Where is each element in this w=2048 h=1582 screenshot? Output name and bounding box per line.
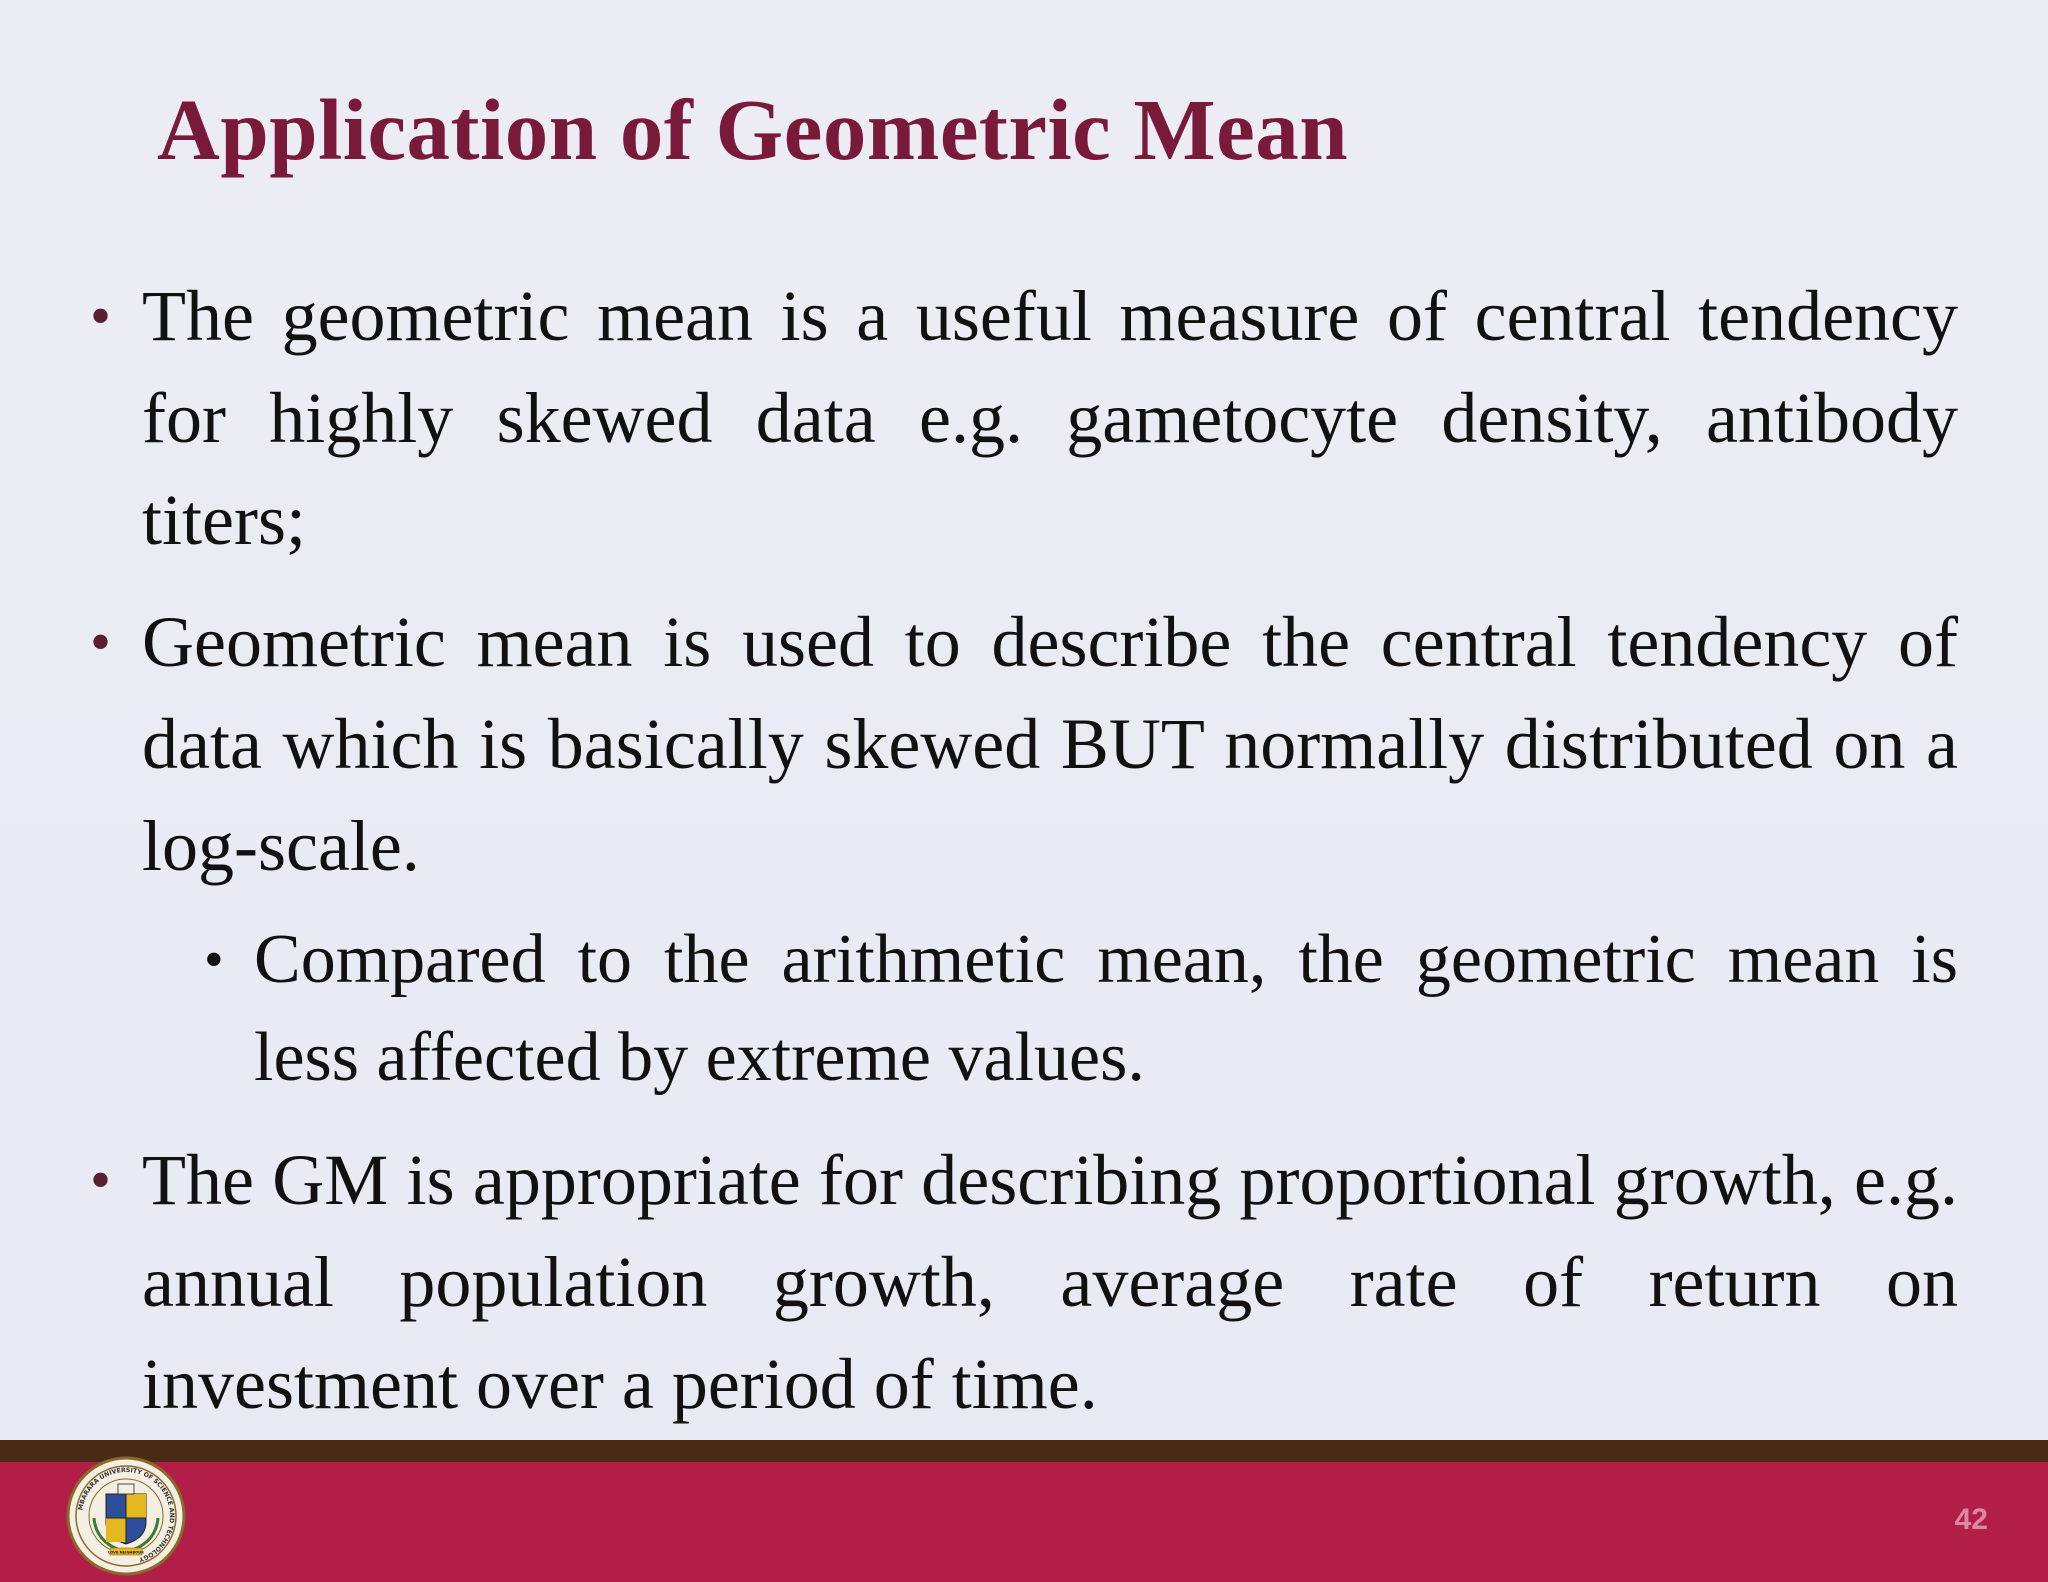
bullet-item: [90, 591, 1958, 897]
bullet-text: Geometric mean is used to describe the central tendency of data which is basically skewed BUT normally distributed on a log-scale.: [142, 602, 1958, 886]
bullet-dot-icon: •: [90, 283, 112, 349]
sub-bullet-text: Compared to the arithmetic mean, the geometric mean is less affected by extreme values.: [254, 921, 1958, 1096]
svg-text:LOVE NEIGHBOUR: LOVE NEIGHBOUR: [108, 1550, 144, 1555]
slide-body: [90, 265, 1958, 1455]
page-number: 42: [1954, 1503, 1988, 1536]
bullet-dot-icon: •: [90, 1147, 112, 1213]
bullet-text: The GM is appropriate for describing proportional growth, e.g. annual population growth, average rate of return on investment over a period of time.: [142, 1140, 1958, 1424]
bullet-text: The geometric mean is a useful measure of central tendency for highly skewed data e.g. gametocyte density, antibody titers;: [142, 276, 1958, 560]
sub-bullet-item: [204, 911, 1958, 1107]
sub-bullet-dot-icon: •: [204, 929, 224, 991]
bullet-item: [90, 265, 1958, 571]
university-seal-icon: [66, 1456, 186, 1576]
footer-divider: [0, 1440, 2048, 1462]
svg-text:MBARARA UNIVERSITY OF SCIENCE: MBARARA UNIVERSITY OF SCIENCE AND TECHNOLOGY: [77, 1466, 176, 1563]
bullet-item: [90, 1129, 1958, 1435]
slide-title: Application of Geometric Mean: [157, 81, 1349, 178]
footer-bar: [0, 1462, 2048, 1582]
bullet-dot-icon: •: [90, 609, 112, 675]
